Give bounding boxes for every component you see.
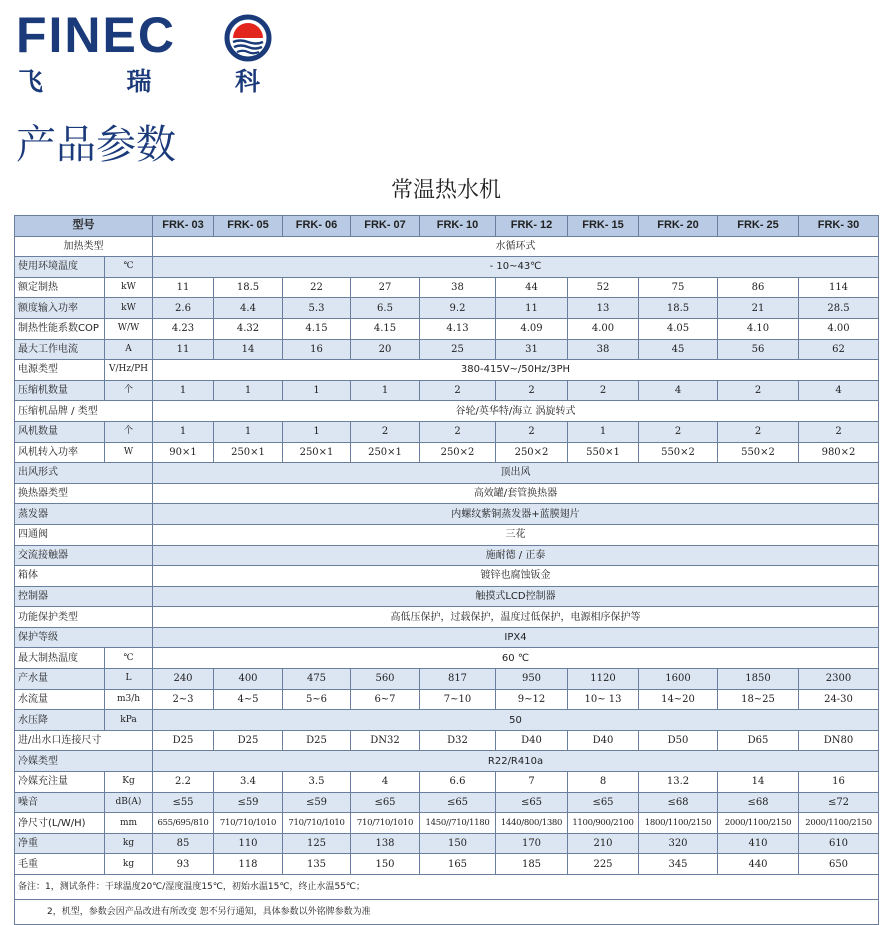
table-row xyxy=(15,627,879,648)
row-span-value: 水循环式 xyxy=(153,236,879,257)
table-cell: 4.00 xyxy=(799,318,879,339)
table-cell: 24-30 xyxy=(799,689,879,710)
table-row xyxy=(15,318,879,339)
table-cell: 44 xyxy=(496,277,568,298)
logo-sun-icon xyxy=(224,14,272,62)
row-label: 最大制热温度 xyxy=(15,648,105,669)
row-label: 冷媒充注量 xyxy=(15,772,105,793)
table-cell: 125 xyxy=(283,833,351,854)
table-row xyxy=(15,586,879,607)
table-cell: ≤59 xyxy=(214,792,283,813)
table-row xyxy=(15,813,879,834)
row-label: 交流接触器 xyxy=(15,545,153,566)
row-span-value: - 10~43℃ xyxy=(153,257,879,278)
table-cell: 4 xyxy=(351,772,420,793)
row-span-value: 触摸式LCD控制器 xyxy=(153,586,879,607)
table-cell: DN80 xyxy=(799,730,879,751)
table-cell: 4.13 xyxy=(420,318,496,339)
table-cell: 550×1 xyxy=(568,442,639,463)
table-cell: 4.10 xyxy=(718,318,799,339)
table-cell: 817 xyxy=(420,669,496,690)
table-cell: ≤65 xyxy=(351,792,420,813)
logo-wordmark: FINEC xyxy=(16,7,176,63)
table-cell: 4.23 xyxy=(153,318,214,339)
table-cell: 250×1 xyxy=(214,442,283,463)
row-unit: kg xyxy=(105,854,153,875)
table-cell: 9~12 xyxy=(496,689,568,710)
table-row xyxy=(15,710,879,731)
row-label: 产水量 xyxy=(15,669,105,690)
table-cell: 1 xyxy=(283,421,351,442)
row-label: 进/出水口连接尺寸 xyxy=(15,730,153,751)
row-span-value: 内螺纹紫铜蒸发器+蓝膜翅片 xyxy=(153,504,879,525)
table-cell: 170 xyxy=(496,833,568,854)
table-cell: D65 xyxy=(718,730,799,751)
table-row xyxy=(15,401,879,422)
table-cell: ≤72 xyxy=(799,792,879,813)
row-unit: dB(A) xyxy=(105,792,153,813)
row-unit: W/W xyxy=(105,318,153,339)
row-label: 最大工作电流 xyxy=(15,339,105,360)
table-cell: D50 xyxy=(639,730,718,751)
table-cell: 1100/900/2100 xyxy=(568,813,639,834)
row-unit: Kg xyxy=(105,772,153,793)
row-span-value: 三花 xyxy=(153,524,879,545)
table-row xyxy=(15,689,879,710)
table-row xyxy=(15,504,879,525)
row-label: 保护等级 xyxy=(15,627,153,648)
table-cell: 4 xyxy=(639,380,718,401)
table-cell: D25 xyxy=(214,730,283,751)
table-cell: 3.5 xyxy=(283,772,351,793)
table-cell: ≤68 xyxy=(639,792,718,813)
table-cell: 1 xyxy=(214,421,283,442)
table-cell: 2 xyxy=(351,421,420,442)
note-row xyxy=(15,900,879,925)
table-cell: 1600 xyxy=(639,669,718,690)
table-row xyxy=(15,339,879,360)
table-title: 常温热水机 xyxy=(390,178,501,203)
table-row xyxy=(15,524,879,545)
row-unit: 个 xyxy=(105,380,153,401)
table-cell: 4.05 xyxy=(639,318,718,339)
model-column-header: FRK- 06 xyxy=(283,216,351,237)
table-row xyxy=(15,298,879,319)
table-cell: 250×1 xyxy=(351,442,420,463)
table-cell: 2 xyxy=(568,380,639,401)
table-row xyxy=(15,792,879,813)
row-unit: mm xyxy=(105,813,153,834)
table-cell: D32 xyxy=(420,730,496,751)
table-cell: 8 xyxy=(568,772,639,793)
row-span-value: 高效罐/套管换热器 xyxy=(153,483,879,504)
table-cell: 1120 xyxy=(568,669,639,690)
table-cell: 85 xyxy=(153,833,214,854)
table-cell: 2000/1100/2150 xyxy=(799,813,879,834)
table-cell: ≤65 xyxy=(568,792,639,813)
table-cell: 16 xyxy=(283,339,351,360)
table-cell: 45 xyxy=(639,339,718,360)
table-row xyxy=(15,421,879,442)
row-label: 控制器 xyxy=(15,586,153,607)
table-row xyxy=(15,648,879,669)
table-cell: 4.15 xyxy=(283,318,351,339)
fineco-logo xyxy=(16,7,266,96)
table-cell: 980×2 xyxy=(799,442,879,463)
table-cell: 1440/800/1380 xyxy=(496,813,568,834)
spec-table xyxy=(14,215,879,925)
row-label: 压缩机数量 xyxy=(15,380,105,401)
table-cell: 18~25 xyxy=(718,689,799,710)
row-label: 风机转入功率 xyxy=(15,442,105,463)
table-cell: 225 xyxy=(568,854,639,875)
table-cell: D40 xyxy=(568,730,639,751)
row-unit: kW xyxy=(105,277,153,298)
row-label: 四通阀 xyxy=(15,524,153,545)
table-cell: 610 xyxy=(799,833,879,854)
table-cell: 114 xyxy=(799,277,879,298)
row-label: 毛重 xyxy=(15,854,105,875)
table-cell: 6.6 xyxy=(420,772,496,793)
row-label: 噪音 xyxy=(15,792,105,813)
row-span-value: R22/R410a xyxy=(153,751,879,772)
model-header: 型号 xyxy=(15,216,153,237)
model-column-header: FRK- 30 xyxy=(799,216,879,237)
table-cell: 2 xyxy=(718,421,799,442)
table-row xyxy=(15,607,879,628)
table-cell: 9.2 xyxy=(420,298,496,319)
table-cell: 250×2 xyxy=(496,442,568,463)
table-cell: 2 xyxy=(420,380,496,401)
logo-char: 瑞 xyxy=(126,67,152,96)
table-cell: 650 xyxy=(799,854,879,875)
table-cell: 5~6 xyxy=(283,689,351,710)
table-row xyxy=(15,566,879,587)
table-cell: 18.5 xyxy=(639,298,718,319)
table-cell: 345 xyxy=(639,854,718,875)
table-cell: 2 xyxy=(639,421,718,442)
model-column-header: FRK- 03 xyxy=(153,216,214,237)
row-label: 制热性能系数COP xyxy=(15,318,105,339)
table-row xyxy=(15,751,879,772)
table-cell: 7~10 xyxy=(420,689,496,710)
row-label: 压缩机品牌 / 类型 xyxy=(15,401,153,422)
table-cell: 110 xyxy=(214,833,283,854)
table-cell: 2~3 xyxy=(153,689,214,710)
row-unit: ℃ xyxy=(105,648,153,669)
logo-chinese-name xyxy=(18,62,268,98)
table-cell: 475 xyxy=(283,669,351,690)
table-cell: 1 xyxy=(351,380,420,401)
table-cell: 655/695/810 xyxy=(153,813,214,834)
table-cell: 250×1 xyxy=(283,442,351,463)
table-cell: 10~ 13 xyxy=(568,689,639,710)
table-cell: D40 xyxy=(496,730,568,751)
table-cell: DN32 xyxy=(351,730,420,751)
table-cell: 1 xyxy=(283,380,351,401)
row-unit: kg xyxy=(105,833,153,854)
table-row xyxy=(15,730,879,751)
table-cell: 150 xyxy=(420,833,496,854)
row-label: 加热类型 xyxy=(15,236,153,257)
table-row xyxy=(15,380,879,401)
table-cell: 6.5 xyxy=(351,298,420,319)
table-cell: 14 xyxy=(214,339,283,360)
table-cell: ≤68 xyxy=(718,792,799,813)
row-span-value: 380-415V~/50Hz/3PH xyxy=(153,360,879,381)
table-cell: 2 xyxy=(718,380,799,401)
table-cell: 210 xyxy=(568,833,639,854)
table-cell: 4.32 xyxy=(214,318,283,339)
row-label: 水压降 xyxy=(15,710,105,731)
row-label: 额定制热 xyxy=(15,277,105,298)
table-cell: 21 xyxy=(718,298,799,319)
row-label: 净重 xyxy=(15,833,105,854)
table-cell: 185 xyxy=(496,854,568,875)
row-span-value: 镀锌也腐蚀钣金 xyxy=(153,566,879,587)
model-column-header: FRK- 10 xyxy=(420,216,496,237)
note-row xyxy=(15,875,879,900)
table-row xyxy=(15,277,879,298)
table-cell: ≤55 xyxy=(153,792,214,813)
table-cell: 1450//710/1180 xyxy=(420,813,496,834)
table-cell: 2 xyxy=(799,421,879,442)
row-unit: ℃ xyxy=(105,257,153,278)
table-cell: 1800/1100/2150 xyxy=(639,813,718,834)
row-unit: m3/h xyxy=(105,689,153,710)
row-label: 使用环境温度 xyxy=(15,257,105,278)
row-span-value: 高低压保护，过载保护，温度过低保护，电源相序保护等 xyxy=(153,607,879,628)
row-span-value: 60 ℃ xyxy=(153,648,879,669)
table-cell: 2.2 xyxy=(153,772,214,793)
table-cell: 56 xyxy=(718,339,799,360)
row-label: 换热器类型 xyxy=(15,483,153,504)
row-unit: L xyxy=(105,669,153,690)
table-cell: 550×2 xyxy=(718,442,799,463)
table-cell: 62 xyxy=(799,339,879,360)
row-label: 风机数量 xyxy=(15,421,105,442)
table-cell: 38 xyxy=(420,277,496,298)
table-cell: ≤65 xyxy=(496,792,568,813)
row-label: 额度输入功率 xyxy=(15,298,105,319)
table-cell: 93 xyxy=(153,854,214,875)
table-cell: 28.5 xyxy=(799,298,879,319)
table-cell: 90×1 xyxy=(153,442,214,463)
table-cell: 2 xyxy=(420,421,496,442)
table-cell: 2300 xyxy=(799,669,879,690)
table-cell: 950 xyxy=(496,669,568,690)
row-unit: kW xyxy=(105,298,153,319)
table-cell: 75 xyxy=(639,277,718,298)
table-cell: 4.4 xyxy=(214,298,283,319)
table-cell: 560 xyxy=(351,669,420,690)
table-cell: 14 xyxy=(718,772,799,793)
table-cell: 118 xyxy=(214,854,283,875)
table-cell: 4~5 xyxy=(214,689,283,710)
table-row xyxy=(15,669,879,690)
table-cell: 31 xyxy=(496,339,568,360)
table-cell: 3.4 xyxy=(214,772,283,793)
row-label: 水流量 xyxy=(15,689,105,710)
table-row xyxy=(15,854,879,875)
row-unit: W xyxy=(105,442,153,463)
table-cell: 20 xyxy=(351,339,420,360)
table-cell: 22 xyxy=(283,277,351,298)
table-cell: 13 xyxy=(568,298,639,319)
table-row xyxy=(15,483,879,504)
table-cell: 14~20 xyxy=(639,689,718,710)
table-cell: 400 xyxy=(214,669,283,690)
table-cell: 1 xyxy=(153,380,214,401)
table-cell: 11 xyxy=(153,339,214,360)
table-cell: 240 xyxy=(153,669,214,690)
logo-char: 飞 xyxy=(18,67,44,96)
note-text: 备注：1，测试条件：干球温度20℃/湿度温度15℃，初始水温15℃，终止水温55℃； xyxy=(15,875,879,900)
table-cell: 2000/1100/2150 xyxy=(718,813,799,834)
row-unit: kPa xyxy=(105,710,153,731)
table-cell: 52 xyxy=(568,277,639,298)
table-cell: 4.15 xyxy=(351,318,420,339)
table-cell: 25 xyxy=(420,339,496,360)
row-label: 净尺寸(L/W/H) xyxy=(15,813,105,834)
table-cell: 1 xyxy=(568,421,639,442)
row-label: 出风形式 xyxy=(15,463,153,484)
row-span-value: 顶出风 xyxy=(153,463,879,484)
table-cell: 710/710/1010 xyxy=(214,813,283,834)
table-row xyxy=(15,545,879,566)
table-cell: 320 xyxy=(639,833,718,854)
table-row xyxy=(15,442,879,463)
table-cell: 1 xyxy=(153,421,214,442)
table-cell: 2.6 xyxy=(153,298,214,319)
table-cell: 138 xyxy=(351,833,420,854)
model-column-header: FRK- 07 xyxy=(351,216,420,237)
table-cell: ≤65 xyxy=(420,792,496,813)
table-cell: 135 xyxy=(283,854,351,875)
table-cell: 11 xyxy=(496,298,568,319)
table-cell: 2 xyxy=(496,380,568,401)
table-cell: 27 xyxy=(351,277,420,298)
table-row xyxy=(15,833,879,854)
table-cell: ≤59 xyxy=(283,792,351,813)
model-column-header: FRK- 15 xyxy=(568,216,639,237)
row-label: 冷媒类型 xyxy=(15,751,153,772)
table-cell: 4.09 xyxy=(496,318,568,339)
table-cell: 6~7 xyxy=(351,689,420,710)
note-text: 2，机型，参数会因产品改进有所改变 恕不另行通知，具体参数以外铭牌参数为准 xyxy=(15,900,879,925)
table-row xyxy=(15,257,879,278)
row-unit: 个 xyxy=(105,421,153,442)
model-column-header: FRK- 25 xyxy=(718,216,799,237)
logo-char: 科 xyxy=(234,67,260,96)
row-unit: A xyxy=(105,339,153,360)
model-column-header: FRK- 20 xyxy=(639,216,718,237)
model-column-header: FRK- 05 xyxy=(214,216,283,237)
table-cell: 440 xyxy=(718,854,799,875)
table-cell: 13.2 xyxy=(639,772,718,793)
row-label: 蒸发器 xyxy=(15,504,153,525)
table-cell: 710/710/1010 xyxy=(283,813,351,834)
model-column-header: FRK- 12 xyxy=(496,216,568,237)
table-cell: 7 xyxy=(496,772,568,793)
table-cell: 4.00 xyxy=(568,318,639,339)
row-label: 电源类型 xyxy=(15,360,105,381)
table-cell: 11 xyxy=(153,277,214,298)
table-cell: 150 xyxy=(351,854,420,875)
table-cell: D25 xyxy=(283,730,351,751)
table-cell: 38 xyxy=(568,339,639,360)
table-cell: 2 xyxy=(496,421,568,442)
table-row xyxy=(15,360,879,381)
table-cell: 86 xyxy=(718,277,799,298)
table-row xyxy=(15,463,879,484)
row-unit: V/Hz/PH xyxy=(105,360,153,381)
table-cell: 550×2 xyxy=(639,442,718,463)
table-cell: 410 xyxy=(718,833,799,854)
table-row xyxy=(15,772,879,793)
row-span-value: 谷轮/英华特/海立 涡旋转式 xyxy=(153,401,879,422)
table-cell: 710/710/1010 xyxy=(351,813,420,834)
table-header-row xyxy=(15,216,879,237)
table-cell: 5.3 xyxy=(283,298,351,319)
row-label: 功能保护类型 xyxy=(15,607,153,628)
table-cell: 1850 xyxy=(718,669,799,690)
table-cell: 18.5 xyxy=(214,277,283,298)
table-row xyxy=(15,236,879,257)
row-span-value: IPX4 xyxy=(153,627,879,648)
page-title: 产品参数 xyxy=(16,122,176,168)
row-span-value: 50 xyxy=(153,710,879,731)
table-cell: D25 xyxy=(153,730,214,751)
table-cell: 1 xyxy=(214,380,283,401)
table-cell: 16 xyxy=(799,772,879,793)
row-span-value: 施耐德 / 正泰 xyxy=(153,545,879,566)
table-cell: 250×2 xyxy=(420,442,496,463)
row-label: 箱体 xyxy=(15,566,153,587)
table-cell: 4 xyxy=(799,380,879,401)
table-cell: 165 xyxy=(420,854,496,875)
